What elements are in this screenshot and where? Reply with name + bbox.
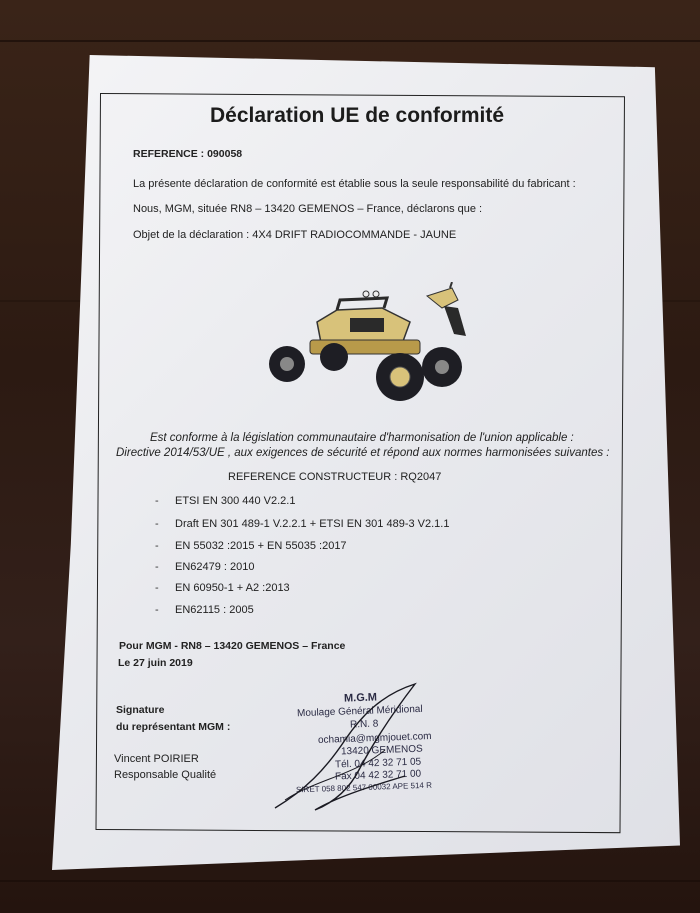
list-item: EN62479 : 2010 [175,561,255,573]
manufacturer-line: Nous, MGM, située RN8 – 13420 GEMENOS – France, déclarons que : [133,203,483,215]
stamp-siret: SIRET 058 802 547 00032 APE 514 R [295,780,433,795]
signature-label: Signature [116,704,165,716]
list-item: EN 60950-1 + A2 :2013 [175,582,290,594]
list-bullet: - [155,495,159,507]
handwritten-signature [265,680,435,820]
list-bullet: - [155,604,159,616]
directive-line: Directive 2014/53/UE , aux exigences de sécurité et répond aux normes harmonisées suivantes : [116,447,610,459]
stamp-company: M.G.M [343,691,378,705]
reference-number: REFERENCE : 090058 [133,148,243,160]
conformity-statement: Est conforme à la législation communautaire d'harmonisation de l'union applicable : [150,432,574,444]
constructor-reference: REFERENCE CONSTRUCTEUR : RQ2047 [228,471,442,483]
signature-date: Le 27 juin 2019 [118,657,193,669]
stamp-phone: Tél. 04 42 32 71 05 [334,756,422,771]
list-item: EN 55032 :2015 + EN 55035 :2017 [175,540,347,552]
stamp-email: ochamia@mgmjouet.com [317,731,432,746]
intro-text: La présente déclaration de conformité est établie sous la seule responsabilité du fabricant : [133,178,576,190]
for-company-line: Pour MGM - RN8 – 13420 GEMENOS – France [119,640,346,652]
list-bullet: - [155,561,159,573]
list-item: EN62115 : 2005 [175,604,254,616]
list-bullet: - [155,518,159,530]
stamp-city: 13420 GEMENOS [340,743,423,758]
stamp-road: R.N. 8 [349,718,379,731]
list-item: ETSI EN 300 440 V2.2.1 [175,495,296,507]
signer-name: Vincent POIRIER [114,753,199,765]
list-bullet: - [155,582,159,594]
list-item: Draft EN 301 489-1 V.2.2.1 + ETSI EN 301 489-3 V2.1.1 [175,518,450,530]
rc-car-body [310,291,420,354]
stamp-fullname: Moulage Général Méridional [296,703,423,720]
rc-car-image [262,282,477,412]
document-title: Déclaration UE de conformité [210,104,505,127]
object-line: Objet de la déclaration : 4X4 DRIFT RADIOCOMMANDE - JAUNE [133,229,457,241]
signature-label-representative: du représentant MGM : [116,721,231,733]
signer-role: Responsable Qualité [114,769,217,781]
remote-controller [427,282,466,336]
stamp-fax: Fax 04 42 32 71 00 [334,768,422,783]
list-bullet: - [155,540,159,552]
